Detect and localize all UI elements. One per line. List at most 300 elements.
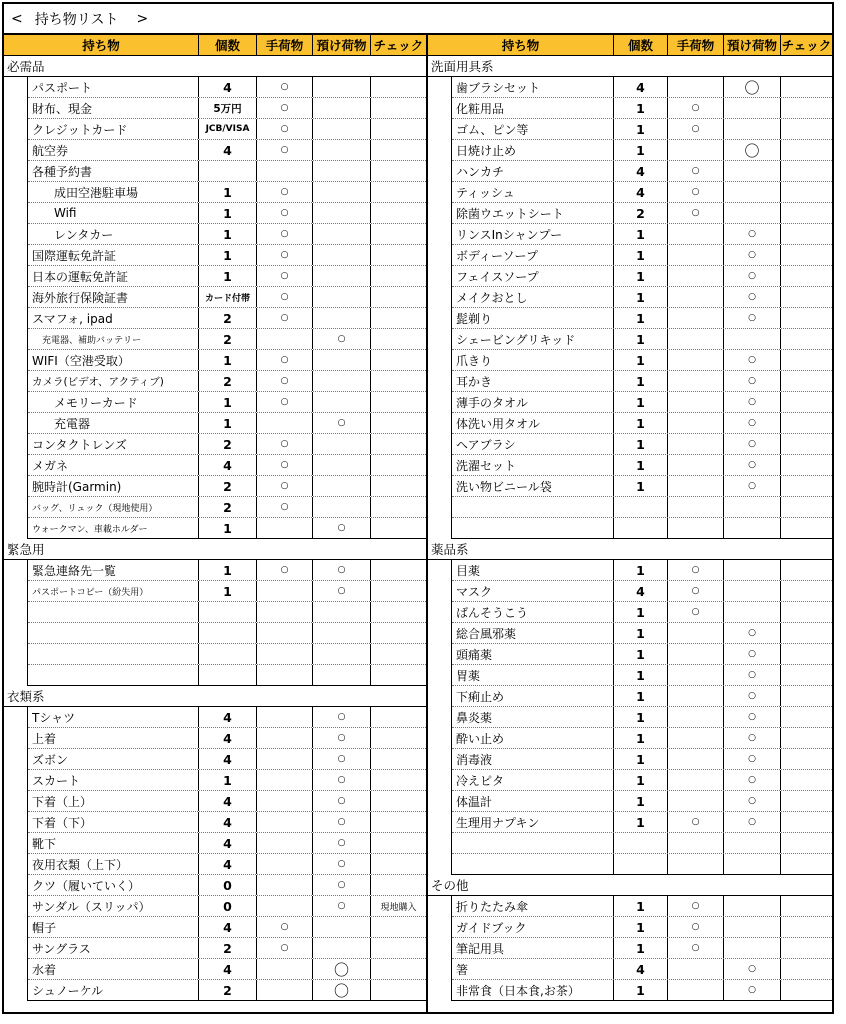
checked-baggage-cell[interactable] bbox=[724, 833, 781, 853]
checked-baggage-cell[interactable] bbox=[313, 497, 371, 517]
check-cell[interactable] bbox=[371, 371, 426, 391]
checked-baggage-cell[interactable] bbox=[724, 182, 781, 202]
carry-on-cell[interactable] bbox=[668, 707, 724, 727]
carry-on-cell[interactable] bbox=[257, 497, 313, 517]
carry-on-cell[interactable] bbox=[257, 602, 313, 622]
next-sheet-button[interactable]: > bbox=[136, 10, 149, 27]
checked-baggage-cell[interactable] bbox=[313, 350, 371, 370]
item-quantity[interactable]: 4 bbox=[199, 917, 257, 937]
item-quantity[interactable]: 1 bbox=[614, 371, 668, 391]
check-cell[interactable] bbox=[781, 455, 832, 475]
item-row[interactable] bbox=[452, 77, 832, 98]
checked-baggage-cell[interactable] bbox=[724, 77, 781, 97]
checked-baggage-cell[interactable] bbox=[724, 329, 781, 349]
check-cell[interactable] bbox=[781, 224, 832, 244]
check-cell[interactable] bbox=[781, 686, 832, 706]
item-quantity[interactable] bbox=[199, 161, 257, 181]
check-cell[interactable] bbox=[371, 455, 426, 475]
item-quantity[interactable]: 1 bbox=[614, 812, 668, 832]
carry-on-cell[interactable] bbox=[257, 434, 313, 454]
carry-on-cell[interactable] bbox=[257, 140, 313, 160]
item-quantity[interactable]: 2 bbox=[199, 329, 257, 349]
carry-on-cell[interactable] bbox=[668, 686, 724, 706]
item-row[interactable] bbox=[452, 161, 832, 182]
item-row[interactable] bbox=[28, 224, 426, 245]
checked-baggage-cell[interactable] bbox=[724, 350, 781, 370]
item-quantity[interactable]: 4 bbox=[199, 707, 257, 727]
carry-on-cell[interactable] bbox=[668, 140, 724, 160]
checked-baggage-cell[interactable] bbox=[724, 791, 781, 811]
carry-on-cell[interactable] bbox=[257, 875, 313, 895]
item-quantity[interactable]: 1 bbox=[614, 350, 668, 370]
checked-baggage-cell[interactable] bbox=[724, 665, 781, 685]
check-cell[interactable] bbox=[371, 917, 426, 937]
carry-on-cell[interactable] bbox=[257, 245, 313, 265]
item-row[interactable] bbox=[452, 287, 832, 308]
checked-baggage-cell[interactable] bbox=[313, 833, 371, 853]
item-quantity[interactable]: 1 bbox=[199, 350, 257, 370]
check-cell[interactable] bbox=[371, 392, 426, 412]
carry-on-cell[interactable] bbox=[257, 203, 313, 223]
check-cell[interactable] bbox=[781, 350, 832, 370]
item-row[interactable] bbox=[28, 896, 426, 917]
check-cell[interactable] bbox=[781, 854, 832, 874]
item-row[interactable] bbox=[28, 581, 426, 602]
item-quantity[interactable]: 1 bbox=[199, 392, 257, 412]
carry-on-cell[interactable] bbox=[668, 854, 724, 874]
item-row[interactable] bbox=[452, 770, 832, 791]
check-cell[interactable] bbox=[781, 140, 832, 160]
checked-baggage-cell[interactable] bbox=[724, 497, 781, 517]
item-row[interactable] bbox=[452, 644, 832, 665]
check-cell[interactable] bbox=[371, 224, 426, 244]
checked-baggage-cell[interactable] bbox=[724, 938, 781, 958]
item-quantity[interactable]: 1 bbox=[614, 224, 668, 244]
item-row[interactable] bbox=[452, 581, 832, 602]
check-cell[interactable] bbox=[371, 182, 426, 202]
item-row[interactable] bbox=[28, 917, 426, 938]
check-cell[interactable] bbox=[781, 182, 832, 202]
carry-on-cell[interactable] bbox=[257, 371, 313, 391]
checked-baggage-cell[interactable] bbox=[313, 875, 371, 895]
item-quantity[interactable] bbox=[199, 665, 257, 685]
item-quantity[interactable]: 1 bbox=[614, 644, 668, 664]
check-cell[interactable] bbox=[781, 581, 832, 601]
check-cell[interactable] bbox=[371, 812, 426, 832]
check-cell[interactable] bbox=[371, 980, 426, 1000]
check-cell[interactable] bbox=[371, 308, 426, 328]
item-row[interactable] bbox=[28, 833, 426, 854]
check-cell[interactable] bbox=[781, 770, 832, 790]
check-cell[interactable] bbox=[371, 728, 426, 748]
item-row[interactable] bbox=[452, 119, 832, 140]
item-quantity[interactable]: 4 bbox=[199, 791, 257, 811]
item-quantity[interactable] bbox=[614, 497, 668, 517]
item-row[interactable] bbox=[28, 161, 426, 182]
checked-baggage-cell[interactable] bbox=[724, 917, 781, 937]
check-cell[interactable] bbox=[371, 98, 426, 118]
item-row[interactable] bbox=[28, 644, 426, 665]
carry-on-cell[interactable] bbox=[668, 476, 724, 496]
checked-baggage-cell[interactable] bbox=[724, 749, 781, 769]
checked-baggage-cell[interactable] bbox=[724, 245, 781, 265]
item-quantity[interactable]: 1 bbox=[614, 791, 668, 811]
check-cell[interactable] bbox=[781, 371, 832, 391]
checked-baggage-cell[interactable] bbox=[313, 161, 371, 181]
item-quantity[interactable]: 1 bbox=[614, 413, 668, 433]
item-quantity[interactable]: 2 bbox=[199, 497, 257, 517]
carry-on-cell[interactable] bbox=[668, 518, 724, 538]
checked-baggage-cell[interactable] bbox=[313, 77, 371, 97]
item-row[interactable] bbox=[452, 686, 832, 707]
check-cell[interactable] bbox=[781, 938, 832, 958]
item-row[interactable] bbox=[28, 875, 426, 896]
item-quantity[interactable]: 1 bbox=[614, 623, 668, 643]
item-quantity[interactable]: 1 bbox=[614, 728, 668, 748]
item-quantity[interactable]: 2 bbox=[199, 476, 257, 496]
item-quantity[interactable]: 1 bbox=[614, 392, 668, 412]
item-quantity[interactable] bbox=[614, 833, 668, 853]
check-cell[interactable] bbox=[781, 812, 832, 832]
item-row[interactable] bbox=[452, 371, 832, 392]
carry-on-cell[interactable] bbox=[257, 896, 313, 916]
item-row[interactable] bbox=[452, 917, 832, 938]
carry-on-cell[interactable] bbox=[668, 329, 724, 349]
carry-on-cell[interactable] bbox=[668, 77, 724, 97]
carry-on-cell[interactable] bbox=[257, 308, 313, 328]
carry-on-cell[interactable] bbox=[257, 161, 313, 181]
item-row[interactable] bbox=[452, 602, 832, 623]
check-cell[interactable] bbox=[781, 77, 832, 97]
check-cell[interactable] bbox=[781, 308, 832, 328]
carry-on-cell[interactable] bbox=[668, 896, 724, 916]
item-row[interactable] bbox=[28, 812, 426, 833]
check-cell[interactable] bbox=[371, 266, 426, 286]
carry-on-cell[interactable] bbox=[257, 329, 313, 349]
check-cell[interactable] bbox=[371, 476, 426, 496]
check-cell[interactable] bbox=[781, 980, 832, 1000]
check-cell[interactable] bbox=[781, 623, 832, 643]
check-cell[interactable] bbox=[371, 434, 426, 454]
item-row[interactable] bbox=[452, 833, 832, 854]
checked-baggage-cell[interactable] bbox=[724, 308, 781, 328]
carry-on-cell[interactable] bbox=[668, 560, 724, 580]
checked-baggage-cell[interactable] bbox=[724, 413, 781, 433]
carry-on-cell[interactable] bbox=[668, 665, 724, 685]
item-row[interactable] bbox=[452, 791, 832, 812]
item-quantity[interactable]: 5万円 bbox=[199, 98, 257, 118]
carry-on-cell[interactable] bbox=[668, 308, 724, 328]
carry-on-cell[interactable] bbox=[257, 959, 313, 979]
check-cell[interactable] bbox=[781, 707, 832, 727]
checked-baggage-cell[interactable] bbox=[313, 434, 371, 454]
checked-baggage-cell[interactable] bbox=[313, 224, 371, 244]
carry-on-cell[interactable] bbox=[668, 203, 724, 223]
previous-sheet-button[interactable]: < bbox=[11, 10, 23, 27]
carry-on-cell[interactable] bbox=[668, 791, 724, 811]
item-quantity[interactable]: 4 bbox=[199, 812, 257, 832]
carry-on-cell[interactable] bbox=[668, 287, 724, 307]
check-cell[interactable] bbox=[371, 623, 426, 643]
carry-on-cell[interactable] bbox=[257, 980, 313, 1000]
carry-on-cell[interactable] bbox=[668, 917, 724, 937]
item-quantity[interactable]: 1 bbox=[614, 266, 668, 286]
check-cell[interactable] bbox=[781, 833, 832, 853]
carry-on-cell[interactable] bbox=[257, 749, 313, 769]
check-cell[interactable] bbox=[371, 875, 426, 895]
carry-on-cell[interactable] bbox=[668, 224, 724, 244]
checked-baggage-cell[interactable] bbox=[313, 329, 371, 349]
checked-baggage-cell[interactable] bbox=[313, 266, 371, 286]
check-cell[interactable] bbox=[371, 665, 426, 685]
check-cell[interactable] bbox=[781, 560, 832, 580]
checked-baggage-cell[interactable] bbox=[313, 854, 371, 874]
carry-on-cell[interactable] bbox=[257, 182, 313, 202]
item-quantity[interactable]: 4 bbox=[614, 182, 668, 202]
check-cell[interactable] bbox=[371, 854, 426, 874]
item-quantity[interactable]: 0 bbox=[199, 875, 257, 895]
carry-on-cell[interactable] bbox=[257, 518, 313, 538]
item-row[interactable] bbox=[452, 854, 832, 875]
item-row[interactable] bbox=[28, 245, 426, 266]
carry-on-cell[interactable] bbox=[257, 623, 313, 643]
checked-baggage-cell[interactable] bbox=[724, 854, 781, 874]
checked-baggage-cell[interactable] bbox=[313, 413, 371, 433]
checked-baggage-cell[interactable] bbox=[313, 707, 371, 727]
item-quantity[interactable]: 4 bbox=[199, 959, 257, 979]
carry-on-cell[interactable] bbox=[668, 182, 724, 202]
item-row[interactable] bbox=[28, 434, 426, 455]
item-quantity[interactable]: 2 bbox=[614, 203, 668, 223]
item-quantity[interactable]: 1 bbox=[199, 560, 257, 580]
item-row[interactable] bbox=[452, 455, 832, 476]
carry-on-cell[interactable] bbox=[257, 728, 313, 748]
checked-baggage-cell[interactable] bbox=[724, 476, 781, 496]
carry-on-cell[interactable] bbox=[257, 266, 313, 286]
check-cell[interactable] bbox=[781, 791, 832, 811]
item-row[interactable] bbox=[28, 77, 426, 98]
checked-baggage-cell[interactable] bbox=[313, 770, 371, 790]
checked-baggage-cell[interactable] bbox=[724, 371, 781, 391]
carry-on-cell[interactable] bbox=[257, 938, 313, 958]
checked-baggage-cell[interactable] bbox=[724, 728, 781, 748]
item-quantity[interactable]: 1 bbox=[614, 434, 668, 454]
checked-baggage-cell[interactable] bbox=[313, 119, 371, 139]
check-cell[interactable] bbox=[371, 518, 426, 538]
item-quantity[interactable]: 1 bbox=[614, 980, 668, 1000]
item-row[interactable] bbox=[28, 854, 426, 875]
carry-on-cell[interactable] bbox=[257, 392, 313, 412]
item-row[interactable] bbox=[28, 707, 426, 728]
item-quantity[interactable]: JCB/VISA bbox=[199, 119, 257, 139]
checked-baggage-cell[interactable] bbox=[724, 959, 781, 979]
item-quantity[interactable]: 1 bbox=[614, 287, 668, 307]
item-row[interactable] bbox=[28, 455, 426, 476]
carry-on-cell[interactable] bbox=[257, 98, 313, 118]
item-quantity[interactable]: 1 bbox=[199, 224, 257, 244]
item-row[interactable] bbox=[452, 245, 832, 266]
item-quantity[interactable]: 1 bbox=[199, 182, 257, 202]
check-cell[interactable]: 現地購入 bbox=[380, 902, 417, 913]
checked-baggage-cell[interactable] bbox=[313, 518, 371, 538]
checked-baggage-cell[interactable] bbox=[313, 308, 371, 328]
item-row[interactable] bbox=[28, 770, 426, 791]
item-row[interactable] bbox=[28, 518, 426, 539]
item-row[interactable] bbox=[28, 392, 426, 413]
item-row[interactable] bbox=[28, 476, 426, 497]
checked-baggage-cell[interactable] bbox=[313, 392, 371, 412]
item-quantity[interactable]: 1 bbox=[614, 308, 668, 328]
item-quantity[interactable]: 1 bbox=[199, 245, 257, 265]
check-cell[interactable] bbox=[371, 770, 426, 790]
carry-on-cell[interactable] bbox=[668, 497, 724, 517]
item-row[interactable] bbox=[452, 434, 832, 455]
item-row[interactable] bbox=[452, 182, 832, 203]
check-cell[interactable] bbox=[371, 560, 426, 580]
item-row[interactable] bbox=[452, 623, 832, 644]
item-row[interactable] bbox=[28, 938, 426, 959]
item-quantity[interactable]: 1 bbox=[199, 266, 257, 286]
check-cell[interactable] bbox=[781, 644, 832, 664]
item-row[interactable] bbox=[28, 413, 426, 434]
item-row[interactable] bbox=[28, 560, 426, 581]
carry-on-cell[interactable] bbox=[668, 980, 724, 1000]
check-cell[interactable] bbox=[781, 98, 832, 118]
item-row[interactable] bbox=[28, 308, 426, 329]
item-quantity[interactable]: 1 bbox=[614, 602, 668, 622]
check-cell[interactable] bbox=[371, 602, 426, 622]
carry-on-cell[interactable] bbox=[257, 560, 313, 580]
carry-on-cell[interactable] bbox=[257, 812, 313, 832]
checked-baggage-cell[interactable] bbox=[724, 812, 781, 832]
checked-baggage-cell[interactable] bbox=[724, 287, 781, 307]
item-row[interactable] bbox=[28, 266, 426, 287]
carry-on-cell[interactable] bbox=[668, 245, 724, 265]
check-cell[interactable] bbox=[781, 287, 832, 307]
check-cell[interactable] bbox=[371, 497, 426, 517]
item-row[interactable] bbox=[28, 287, 426, 308]
carry-on-cell[interactable] bbox=[668, 98, 724, 118]
item-quantity[interactable]: 2 bbox=[199, 938, 257, 958]
checked-baggage-cell[interactable] bbox=[313, 203, 371, 223]
item-quantity[interactable]: 4 bbox=[199, 455, 257, 475]
item-quantity[interactable]: 1 bbox=[614, 245, 668, 265]
check-cell[interactable] bbox=[781, 266, 832, 286]
item-row[interactable] bbox=[452, 140, 832, 161]
check-cell[interactable] bbox=[781, 119, 832, 139]
item-row[interactable] bbox=[452, 98, 832, 119]
item-row[interactable] bbox=[28, 98, 426, 119]
item-row[interactable] bbox=[452, 329, 832, 350]
check-cell[interactable] bbox=[371, 791, 426, 811]
checked-baggage-cell[interactable] bbox=[313, 623, 371, 643]
item-row[interactable] bbox=[28, 497, 426, 518]
carry-on-cell[interactable] bbox=[257, 350, 313, 370]
item-quantity[interactable]: 1 bbox=[614, 560, 668, 580]
carry-on-cell[interactable] bbox=[257, 413, 313, 433]
item-row[interactable] bbox=[452, 350, 832, 371]
check-cell[interactable] bbox=[371, 350, 426, 370]
checked-baggage-cell[interactable] bbox=[313, 749, 371, 769]
item-row[interactable] bbox=[452, 308, 832, 329]
carry-on-cell[interactable] bbox=[668, 161, 724, 181]
carry-on-cell[interactable] bbox=[257, 665, 313, 685]
check-cell[interactable] bbox=[781, 959, 832, 979]
item-quantity[interactable]: 1 bbox=[614, 98, 668, 118]
item-quantity[interactable]: 1 bbox=[614, 938, 668, 958]
carry-on-cell[interactable] bbox=[668, 455, 724, 475]
check-cell[interactable] bbox=[371, 77, 426, 97]
checked-baggage-cell[interactable] bbox=[313, 896, 371, 916]
carry-on-cell[interactable] bbox=[257, 581, 313, 601]
item-row[interactable] bbox=[28, 959, 426, 980]
carry-on-cell[interactable] bbox=[668, 392, 724, 412]
carry-on-cell[interactable] bbox=[257, 833, 313, 853]
checked-baggage-cell[interactable] bbox=[724, 455, 781, 475]
item-row[interactable] bbox=[452, 203, 832, 224]
carry-on-cell[interactable] bbox=[668, 266, 724, 286]
item-quantity[interactable]: 4 bbox=[199, 728, 257, 748]
check-cell[interactable] bbox=[371, 329, 426, 349]
item-quantity[interactable]: 4 bbox=[614, 77, 668, 97]
checked-baggage-cell[interactable] bbox=[724, 224, 781, 244]
carry-on-cell[interactable] bbox=[257, 770, 313, 790]
item-row[interactable] bbox=[28, 602, 426, 623]
item-quantity[interactable] bbox=[614, 518, 668, 538]
item-row[interactable] bbox=[452, 224, 832, 245]
carry-on-cell[interactable] bbox=[668, 119, 724, 139]
carry-on-cell[interactable] bbox=[257, 119, 313, 139]
carry-on-cell[interactable] bbox=[668, 623, 724, 643]
item-quantity[interactable]: 2 bbox=[199, 308, 257, 328]
checked-baggage-cell[interactable] bbox=[724, 707, 781, 727]
item-row[interactable] bbox=[28, 980, 426, 1001]
item-row[interactable] bbox=[452, 266, 832, 287]
carry-on-cell[interactable] bbox=[668, 434, 724, 454]
item-quantity[interactable]: 2 bbox=[199, 434, 257, 454]
check-cell[interactable] bbox=[781, 665, 832, 685]
checked-baggage-cell[interactable] bbox=[724, 644, 781, 664]
item-quantity[interactable]: 1 bbox=[614, 896, 668, 916]
checked-baggage-cell[interactable] bbox=[313, 245, 371, 265]
item-quantity[interactable]: 1 bbox=[614, 686, 668, 706]
carry-on-cell[interactable] bbox=[668, 644, 724, 664]
checked-baggage-cell[interactable] bbox=[724, 266, 781, 286]
check-cell[interactable] bbox=[371, 119, 426, 139]
item-row[interactable] bbox=[28, 728, 426, 749]
carry-on-cell[interactable] bbox=[257, 791, 313, 811]
item-row[interactable] bbox=[452, 980, 832, 1001]
check-cell[interactable] bbox=[781, 434, 832, 454]
item-row[interactable] bbox=[452, 560, 832, 581]
carry-on-cell[interactable] bbox=[668, 371, 724, 391]
carry-on-cell[interactable] bbox=[257, 455, 313, 475]
carry-on-cell[interactable] bbox=[257, 917, 313, 937]
check-cell[interactable] bbox=[371, 938, 426, 958]
carry-on-cell[interactable] bbox=[668, 350, 724, 370]
checked-baggage-cell[interactable] bbox=[724, 896, 781, 916]
check-cell[interactable] bbox=[781, 203, 832, 223]
item-quantity[interactable]: 1 bbox=[199, 203, 257, 223]
checked-baggage-cell[interactable] bbox=[724, 560, 781, 580]
checked-baggage-cell[interactable] bbox=[313, 98, 371, 118]
item-quantity[interactable] bbox=[199, 602, 257, 622]
carry-on-cell[interactable] bbox=[668, 413, 724, 433]
check-cell[interactable] bbox=[371, 707, 426, 727]
checked-baggage-cell[interactable] bbox=[313, 581, 371, 601]
checked-baggage-cell[interactable] bbox=[313, 644, 371, 664]
carry-on-cell[interactable] bbox=[668, 938, 724, 958]
